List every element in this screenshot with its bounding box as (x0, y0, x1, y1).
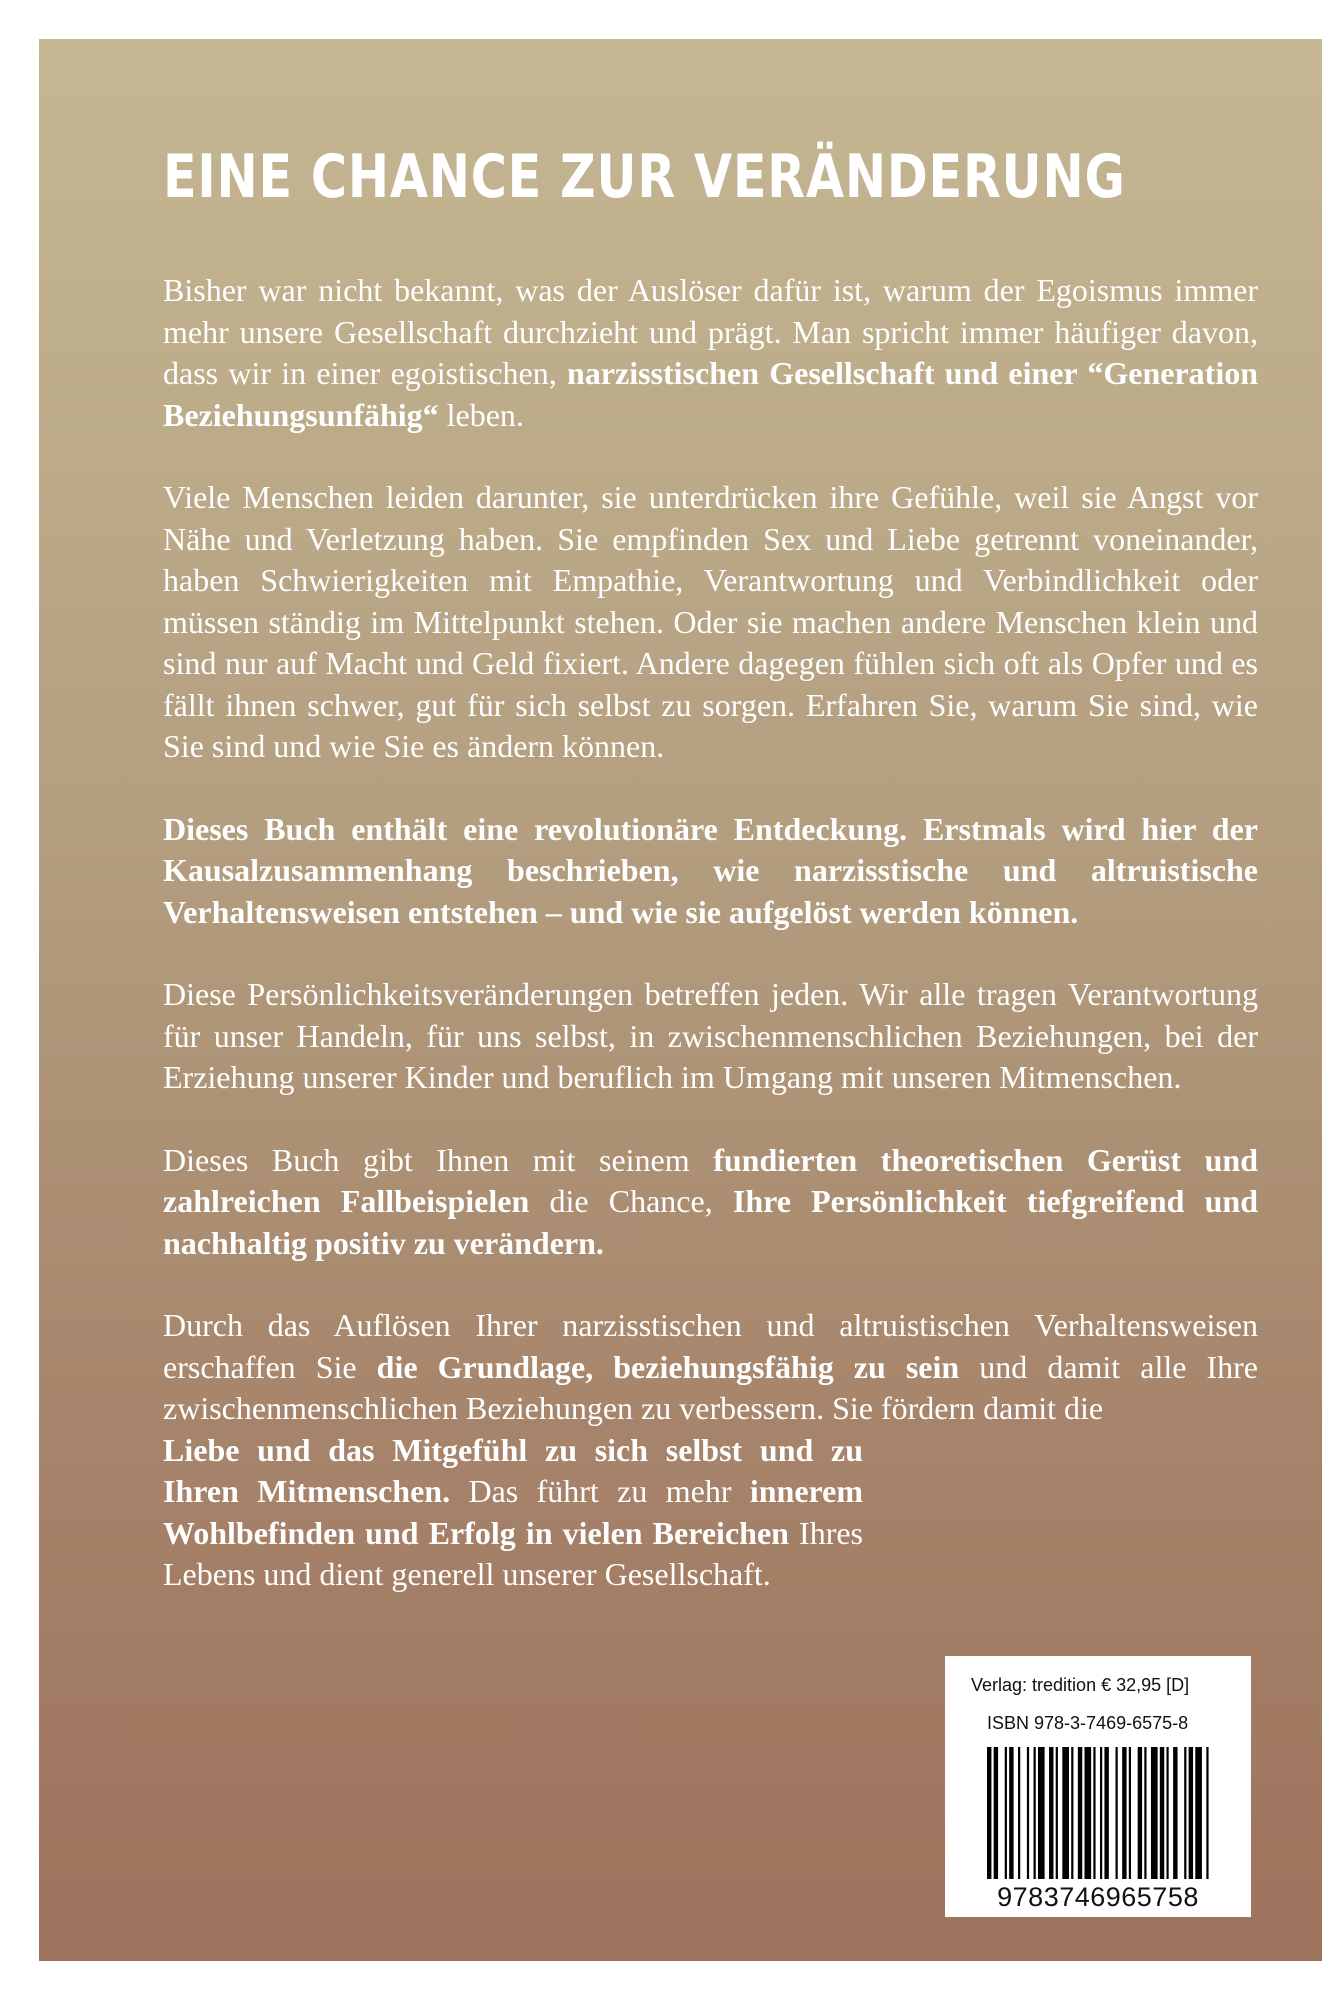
bold-span: innerem Wohlbefinden und Erfolg in vielen Bereichen (163, 1473, 864, 1551)
text-span: und damit alle Ihre zwischenmenschlichen Beziehungen zu verbessern. Sie fördern damit die (163, 1348, 1259, 1426)
barcode-bar (1049, 1747, 1053, 1879)
bold-span: narzisstischen Gesellschaft und einer “Generation Beziehungsunfähig“ (163, 355, 1259, 433)
bold-span: Ihre Persönlichkeit tiefgreifend und nachhaltig positiv zu verändern. (163, 1183, 1258, 1261)
bold-span: Liebe und das Mitgefühl zu sich selbst und zu Ihren Mitmenschen. (163, 1431, 863, 1509)
barcode-bar (1206, 1747, 1208, 1879)
barcode-bar (1027, 1747, 1029, 1879)
bold-span: fundierten theoretischen Gerüst und zahlreichen Fallbeispielen (163, 1141, 1258, 1219)
bold-span: die Grundlage, beziehungsfähig zu sein (376, 1348, 960, 1385)
text-span: Das führt zu mehr (450, 1473, 750, 1509)
paragraph-1 (163, 270, 1258, 436)
barcode-bar (1151, 1747, 1158, 1879)
barcode-bar (1093, 1747, 1095, 1879)
paragraph-4: Diese Persönlichkeitsveränderungen betreffen jeden. Wir alle tragen Verantwortung für unser Handeln, für uns selbst, in zwischenmenschlichen Beziehungen, bei der Erziehung unserer Kinder und beruflich im Umgang mit unseren Mitmenschen. (163, 976, 1258, 1095)
barcode-bar (1104, 1747, 1108, 1879)
barcode-bar (1184, 1747, 1186, 1879)
barcode-bar (1009, 1747, 1013, 1879)
barcode-bar (1138, 1747, 1142, 1879)
barcode-bar (1084, 1747, 1091, 1879)
barcode-bar (1160, 1747, 1164, 1879)
paragraph-3 (163, 809, 1258, 934)
barcode-bar (1195, 1747, 1202, 1879)
back-cover (39, 39, 1322, 1961)
barcode-bar (1129, 1747, 1131, 1879)
text-span: leben. (438, 396, 524, 433)
paragraph-6 (163, 1305, 1258, 1430)
barcode-number: 9783746965758 (997, 1882, 1199, 1912)
barcode-bar (1005, 1747, 1007, 1879)
barcode-bar (1038, 1747, 1045, 1879)
barcode-bar (1116, 1747, 1118, 1879)
cover-title: EINE CHANCE ZUR VERÄNDERUNG (163, 142, 1126, 212)
barcode-bar (1056, 1747, 1058, 1879)
text-span: Durch das Auflösen Ihrer narzisstischen und altruistischen Verhaltensweisen erschaffen Sie (163, 1307, 1258, 1385)
paragraph-6-continued (163, 1430, 863, 1596)
text-span: Ihres Lebens und dient generell unserer Gesellschaft. (163, 1514, 864, 1592)
barcode-bar (1189, 1747, 1193, 1879)
barcode-bar (987, 1747, 991, 1879)
isbn-line: ISBN 978-3-7469-6575-8 (987, 1713, 1189, 1733)
text-span: die Chance, (529, 1183, 733, 1219)
publisher-price: Verlag: tredition € 32,95 [D] (971, 1675, 1190, 1695)
barcode-bar (1018, 1747, 1020, 1879)
barcode-bar (1122, 1747, 1126, 1879)
bold-span: Dieses Buch enthält eine revolutionäre Entdeckung. Erstmals wird hier der Kausalzusammenhang beschrieben, wie narzisstische und altruistische Verhaltensweisen entstehen – und wie sie aufgelöst werden können. (163, 810, 1258, 930)
isbn-price-box (945, 1656, 1251, 1917)
paragraph-5 (163, 1140, 1258, 1265)
barcode-bar (1078, 1747, 1082, 1879)
text-span: Bisher war nicht bekannt, was der Auslöser dafür ist, warum der Egoismus immer mehr unsere Gesellschaft durchzieht und prägt. Man spricht immer häufiger davon, dass wir in einer egoistischen, (163, 272, 1258, 391)
text-span: Dieses Buch gibt Ihnen mit seinem (163, 1141, 714, 1178)
barcode-bar (1100, 1747, 1102, 1879)
barcode-bar (1034, 1747, 1036, 1879)
barcode-bar (994, 1747, 998, 1879)
barcode-bar (1144, 1747, 1146, 1879)
barcode-bar (1166, 1747, 1168, 1879)
barcode-bar (1071, 1747, 1073, 1879)
paragraph-2: Viele Menschen leiden darunter, sie unterdrücken ihre Gefühle, weil sie Angst vor Nähe und Verletzung haben. Sie empfinden Sex und Liebe getrennt voneinander, haben Schwierigkeiten mit Empathie, Verantwortung und Verbindlichkeit oder müssen ständig im Mittelpunkt stehen. Oder sie machen andere Menschen klein und sind nur auf Macht und Geld fixiert. Andere dagegen fühlen sich oft als Opfer und es fällt ihnen schwer, gut für sich selbst zu sorgen. Erfahren Sie, warum Sie sind, wie Sie sind und wie Sie es ändern können. (163, 479, 1258, 764)
barcode-bar (1173, 1747, 1177, 1879)
barcode-bar (1062, 1747, 1069, 1879)
barcode-icon (987, 1747, 1213, 1879)
cover-text (163, 139, 1258, 1596)
